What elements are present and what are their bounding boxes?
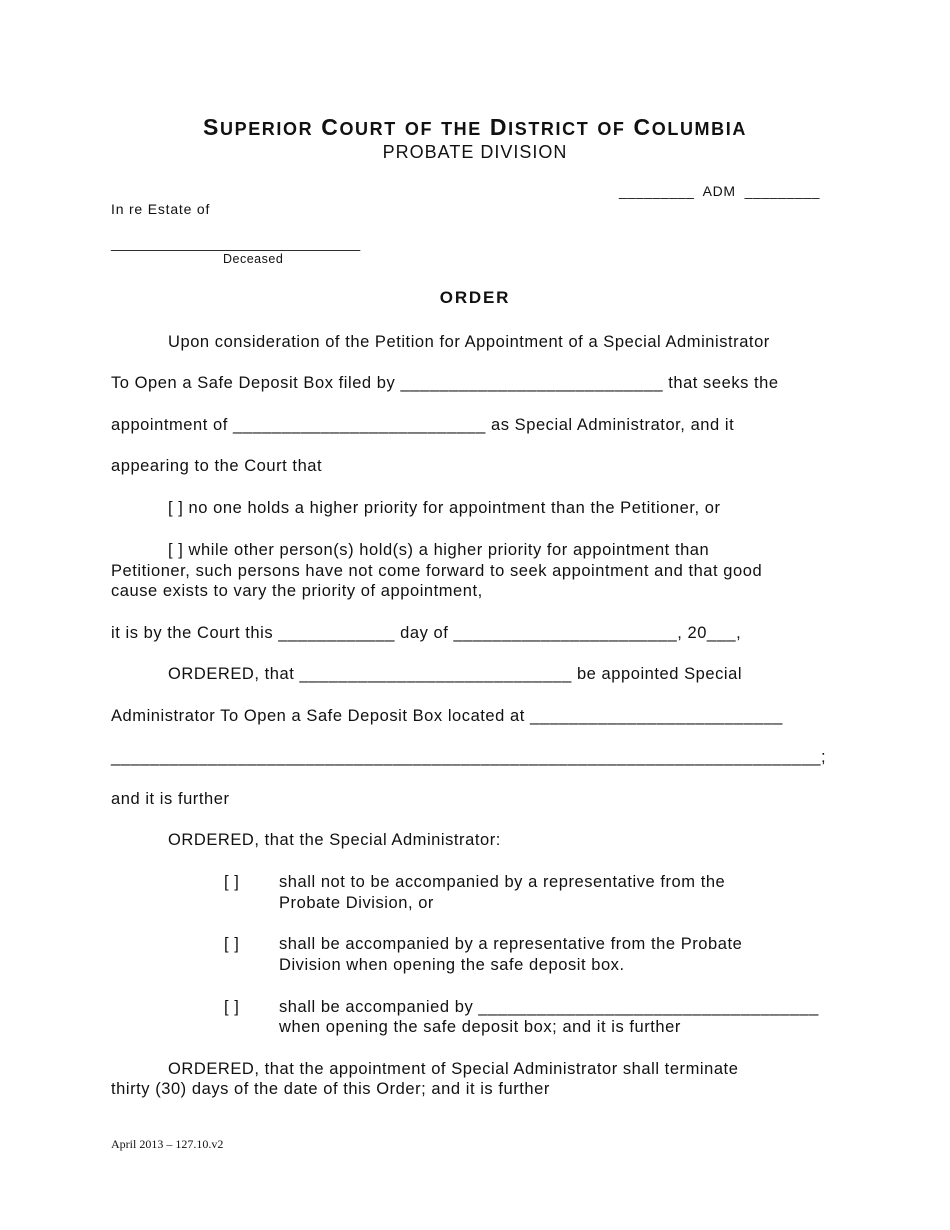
in-re-estate-label: In re Estate of <box>111 201 211 217</box>
estate-name-line: ________________________________ <box>111 235 361 251</box>
option-3-text: shall be accompanied by ___________________________________ <box>279 998 819 1016</box>
date-line: it is by the Court this ____________ day of _______________________, 20___, <box>111 624 742 642</box>
option-3-text: when opening the safe deposit box; and it is further <box>279 1018 681 1036</box>
division-title: PROBATE DIVISION <box>382 142 568 162</box>
checkbox-option-2[interactable]: [ ] <box>224 935 240 953</box>
checkbox-option-1[interactable]: [ ] <box>224 873 240 891</box>
body-line: appearing to the Court that <box>111 457 323 475</box>
body-line: Petitioner, such persons have not come forward to seek appointment and that good <box>111 562 763 580</box>
adm-number-field: _________ ADM _________ <box>619 183 821 199</box>
option-2-text: shall be accompanied by a representative from the Probate <box>279 935 743 953</box>
order-title: ORDER <box>439 288 511 307</box>
body-line: and it is further <box>111 790 230 808</box>
checkbox-option-3[interactable]: [ ] <box>224 998 240 1016</box>
body-line: ORDERED, that ____________________________ be appointed Special <box>168 665 743 683</box>
closing-line: ORDERED, that the appointment of Special Administrator shall terminate <box>168 1060 739 1078</box>
option-1-text: Probate Division, or <box>279 894 434 912</box>
priority-option-line: [ ] while other person(s) hold(s) a higher priority for appointment than <box>168 541 710 559</box>
body-line: cause exists to vary the priority of appointment, <box>111 582 483 600</box>
option-2-text: Division when opening the safe deposit box. <box>279 956 625 974</box>
court-title: SUPERIOR COURT OF THE DISTRICT OF COLUMBIA <box>203 114 747 140</box>
form-id-footer: April 2013 – 127.10.v2 <box>111 1137 224 1151</box>
priority-option-line: [ ] no one holds a higher priority for appointment than the Petitioner, or <box>168 499 721 517</box>
body-line: appointment of __________________________ as Special Administrator, and it <box>111 416 735 434</box>
body-line: ORDERED, that the Special Administrator: <box>168 831 501 849</box>
deceased-label: Deceased <box>223 252 284 266</box>
location-line: _________________________________________________________________________; <box>111 748 827 766</box>
closing-line: thirty (30) days of the date of this Order; and it is further <box>111 1080 550 1098</box>
body-line: Upon consideration of the Petition for Appointment of a Special Administrator <box>168 333 770 351</box>
body-line: Administrator To Open a Safe Deposit Box located at __________________________ <box>111 707 783 725</box>
body-line: To Open a Safe Deposit Box filed by ___________________________ that seeks the <box>111 374 779 392</box>
option-1-text: shall not to be accompanied by a representative from the <box>279 873 726 891</box>
